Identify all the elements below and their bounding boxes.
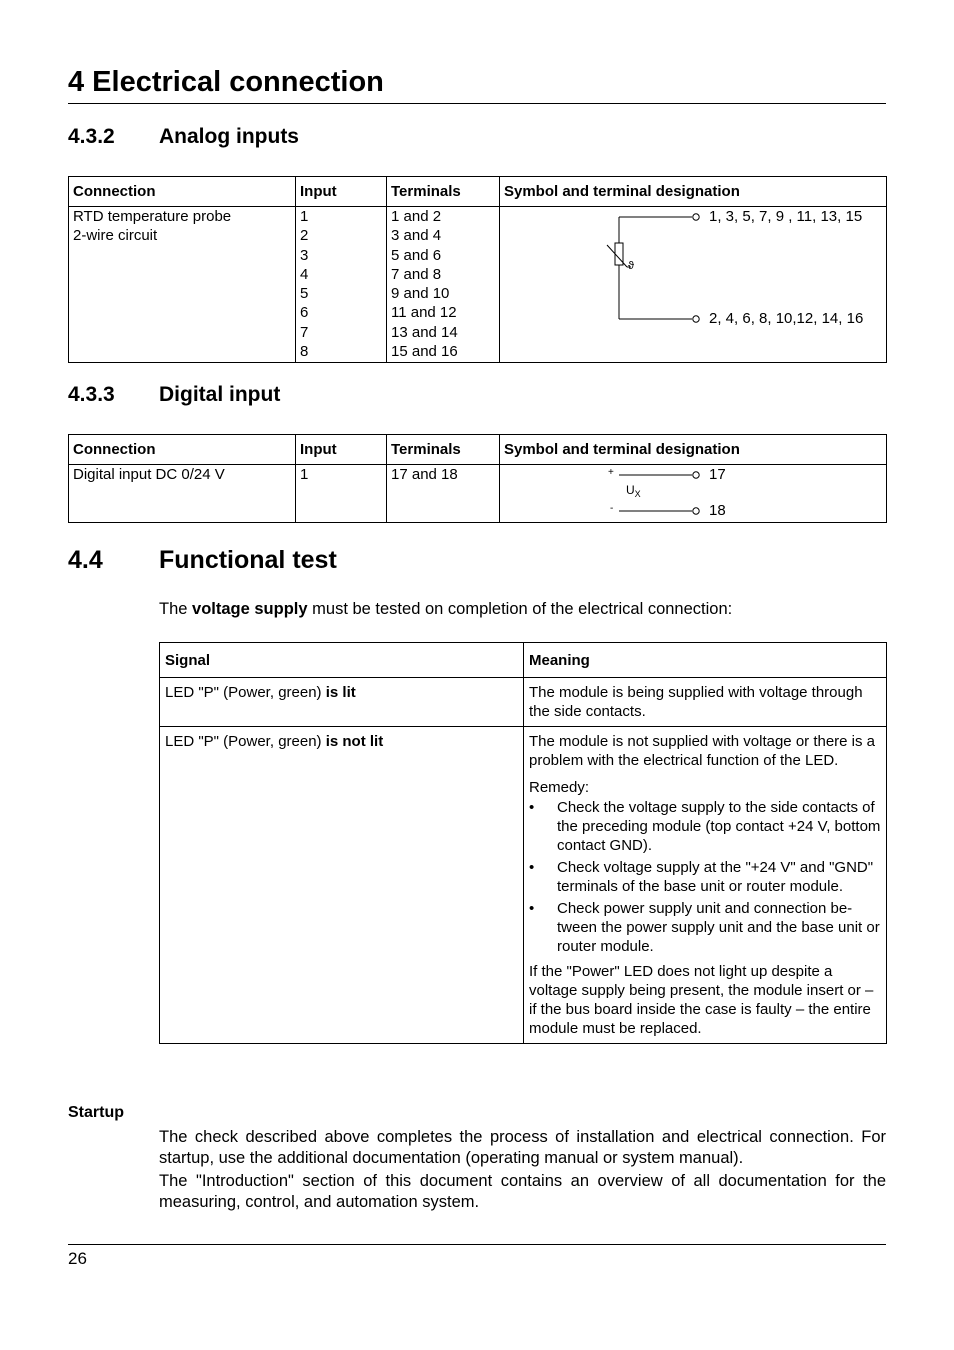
page-number: 26 — [68, 1249, 87, 1268]
intro-text-end: must be tested on completion of the electrical connection: — [307, 600, 733, 618]
remedy-item — [529, 798, 881, 855]
header-terminals: Terminals — [387, 435, 500, 465]
signal-state: is lit — [325, 684, 356, 701]
analog-terminals-cell — [387, 207, 500, 363]
startup-paragraph-2: The "Introduction" section of this document contains an overview of all documentation for the measuring, control, and automation system. — [159, 1172, 886, 1211]
signal-state: is not lit — [325, 733, 384, 750]
analog-symbol-cell — [500, 207, 887, 363]
signal-led-not-lit — [160, 727, 524, 1044]
input-value: 5 — [300, 285, 309, 303]
symbol-top-terminals: 1, 3, 5, 7, 9 , 11, 13, 15 — [709, 208, 863, 225]
terminal-value: 15 and 16 — [391, 343, 458, 361]
header-terminals: Terminals — [387, 177, 500, 207]
closing-note: If the "Power" LED does not light up despite a voltage supply being present, the module insert or – if the bus board inside the case is faulty – the entire module must be replaced. — [529, 963, 874, 1037]
header-symbol: Symbol and terminal designation — [500, 177, 887, 207]
digital-input-symbol — [500, 465, 886, 522]
header-rule — [68, 103, 886, 104]
terminal-value: 7 and 8 — [391, 265, 442, 283]
digital-terminals-cell: 17 and 18 — [387, 465, 500, 523]
meaning-led-lit: The module is being supplied with voltage through the side contacts. — [524, 678, 887, 727]
theta-symbol: ϑ — [628, 260, 635, 272]
input-value: 8 — [300, 343, 309, 361]
header-input: Input — [296, 177, 387, 207]
remedy-item — [529, 899, 881, 956]
section-number-analog: 4.3.2 — [68, 125, 115, 148]
symbol-bottom-terminals: 2, 4, 6, 8, 10,12, 14, 16 — [709, 310, 864, 327]
signal-text: LED "P" (Power, green) — [165, 684, 326, 701]
intro-text: The — [159, 600, 193, 618]
rtd-2wire-symbol — [500, 207, 886, 362]
remedy-label: Remedy: — [529, 779, 590, 796]
section-title-digital: Digital input — [159, 383, 281, 406]
terminal-value: 11 and 12 — [391, 304, 457, 322]
remedy-item — [529, 858, 881, 896]
intro-bold: voltage supply — [192, 600, 308, 618]
section-title-analog: Analog inputs — [159, 125, 299, 148]
section-number-digital: 4.3.3 — [68, 383, 115, 406]
terminal-18-label: 18 — [709, 502, 726, 519]
digital-input-cell: 1 — [296, 465, 387, 523]
header-symbol: Symbol and terminal designation — [500, 435, 887, 465]
chapter-title: 4 Electrical connection — [68, 66, 384, 98]
header-input: Input — [296, 435, 387, 465]
signal-led-lit — [160, 678, 524, 727]
bullet-icon: • — [529, 859, 535, 876]
analog-input-cell — [296, 207, 387, 363]
terminal-value: 1 and 2 — [391, 208, 442, 225]
meaning-led-not-lit — [524, 727, 887, 1044]
header-connection: Connection — [69, 177, 296, 207]
connection-line: RTD temperature probe — [73, 208, 232, 225]
terminal-value: 9 and 10 — [391, 285, 450, 303]
signal-meaning-table — [159, 642, 887, 1044]
minus-sign: - — [610, 503, 614, 514]
digital-connection-cell: Digital input DC 0/24 V — [69, 465, 296, 523]
header-connection: Connection — [69, 435, 296, 465]
connection-line: 2-wire circuit — [73, 227, 158, 245]
startup-heading: Startup — [68, 1104, 124, 1121]
analog-inputs-table — [68, 176, 887, 363]
header-meaning: Meaning — [524, 643, 887, 678]
terminal-17-label: 17 — [709, 466, 726, 483]
bullet-icon: • — [529, 799, 535, 816]
ux-sub: X — [634, 489, 641, 499]
startup-paragraph-1: The check described above completes the process of installation and electrical connection. For startup, use the additional documentation (operating manual or system manual). — [159, 1128, 886, 1167]
header-signal: Signal — [160, 643, 524, 678]
ux-label — [626, 483, 641, 497]
signal-text: LED "P" (Power, green) — [165, 733, 326, 750]
terminal-value: 5 and 6 — [391, 246, 442, 264]
input-value: 4 — [300, 265, 309, 283]
input-value: 6 — [300, 304, 309, 322]
terminal-value: 13 and 14 — [391, 323, 458, 341]
remedy-text: Check voltage supply at the "+24 V" and "GND" terminals of the base unit or router module. — [557, 859, 874, 895]
section-number-functional: 4.4 — [68, 546, 103, 574]
bullet-icon: • — [529, 900, 535, 917]
analog-connection-cell — [69, 207, 296, 363]
terminal-value: 3 and 4 — [391, 227, 442, 245]
digital-symbol-cell — [500, 465, 887, 523]
remedy-list — [529, 798, 881, 956]
input-value: 2 — [300, 227, 309, 245]
functional-intro — [159, 599, 886, 620]
input-value: 1 — [300, 208, 309, 225]
section-title-functional: Functional test — [159, 546, 337, 574]
input-value: 3 — [300, 246, 309, 264]
input-value: 7 — [300, 323, 309, 341]
remedy-text: Check power supply unit and connection be-tween the power supply unit and the base unit or router module. — [557, 900, 880, 955]
ux-main: U — [626, 483, 635, 497]
digital-input-table — [68, 434, 887, 523]
footer-rule — [68, 1244, 886, 1245]
remedy-text: Check the voltage supply to the side contacts of the preceding module (top contact +24 V, bottom contact GND). — [557, 799, 881, 854]
meaning-intro: The module is not supplied with voltage or there is a problem with the electrical function of the LED. — [529, 733, 876, 769]
plus-sign: + — [608, 467, 614, 478]
